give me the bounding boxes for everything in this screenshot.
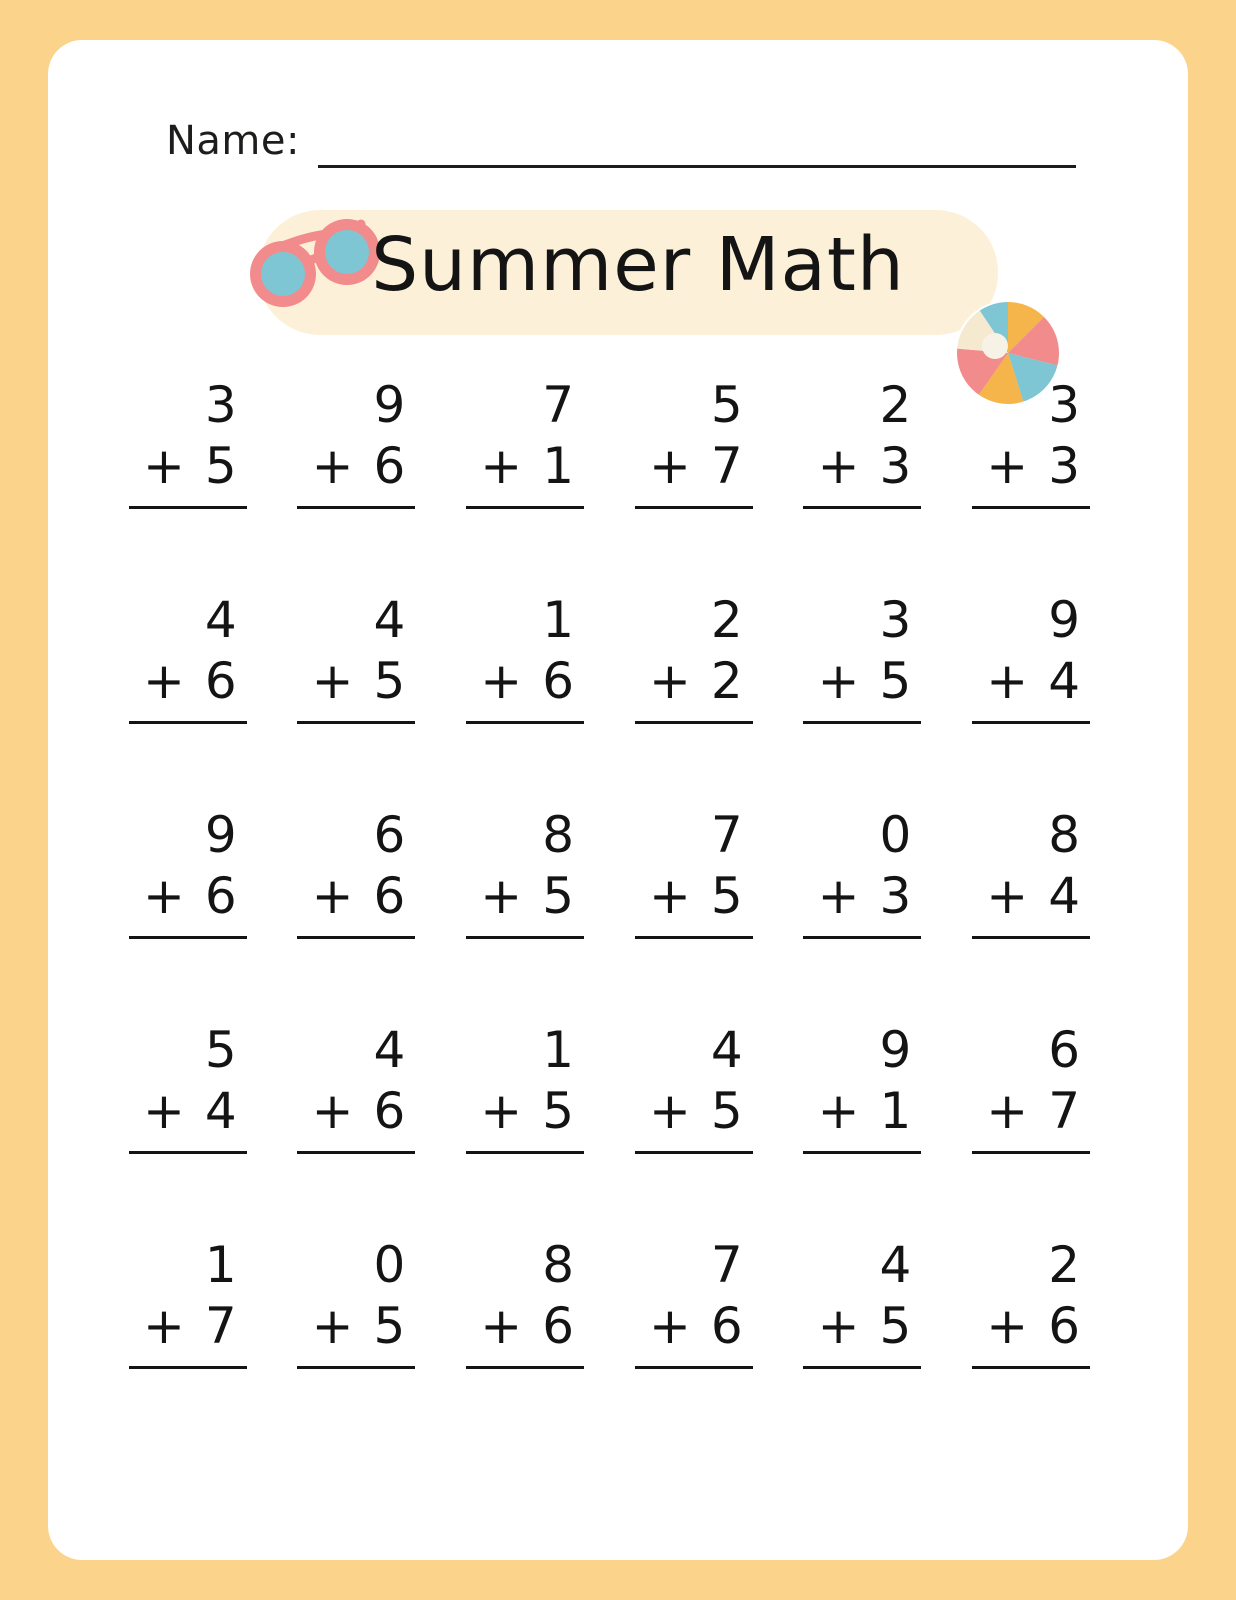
problem-operation-row <box>143 439 247 494</box>
problem-addend-bottom: 7 <box>1048 1082 1080 1140</box>
problem-operation-row <box>143 869 247 924</box>
problem-cell <box>281 1023 450 1238</box>
problem-operation-row <box>480 654 584 709</box>
problem-operation-row <box>818 1299 922 1354</box>
plus-icon: + <box>648 867 691 925</box>
problem-addend-top: 7 <box>710 1236 743 1294</box>
answer-line[interactable] <box>635 1366 753 1369</box>
problem-addend-top: 4 <box>373 591 406 649</box>
problem-cell <box>618 378 787 593</box>
problem-addend-bottom: 6 <box>204 867 237 925</box>
plus-icon: + <box>817 867 860 925</box>
problem-addend-top: 3 <box>1048 376 1080 434</box>
problem-addend-bottom: 6 <box>373 1082 406 1140</box>
problem-operation-row <box>649 439 753 494</box>
problem-cell <box>618 1238 787 1453</box>
problem-operation-row <box>480 1299 584 1354</box>
answer-line[interactable] <box>297 721 415 724</box>
answer-line[interactable] <box>803 721 921 724</box>
problem-cell <box>112 1238 281 1453</box>
problem-operation-row <box>480 439 584 494</box>
problem-cell <box>787 808 956 1023</box>
problem-addend-bottom: 6 <box>542 1297 574 1355</box>
problem-addend-bottom: 2 <box>710 652 743 710</box>
problem-addend-bottom: 5 <box>373 1297 406 1355</box>
problem-cell <box>449 1238 618 1453</box>
answer-line[interactable] <box>129 1366 247 1369</box>
plus-icon: + <box>817 1082 860 1140</box>
answer-line[interactable] <box>129 506 247 509</box>
problem-operation-row <box>649 654 753 709</box>
answer-line[interactable] <box>129 721 247 724</box>
problem-addend-top: 5 <box>204 1021 237 1079</box>
problem-cell <box>618 593 787 808</box>
plus-icon: + <box>142 652 185 710</box>
plus-icon: + <box>480 652 523 710</box>
problem-addend-top: 7 <box>542 376 574 434</box>
problem-cell <box>787 1238 956 1453</box>
problem-addend-bottom: 6 <box>373 437 406 495</box>
problem-addend-bottom: 5 <box>542 1082 574 1140</box>
problem-addend-top: 4 <box>879 1236 912 1294</box>
problem-addend-bottom: 7 <box>710 437 743 495</box>
plus-icon: + <box>142 1297 185 1355</box>
problem-cell <box>955 1238 1124 1453</box>
plus-icon: + <box>142 867 185 925</box>
answer-line[interactable] <box>297 936 415 939</box>
answer-line[interactable] <box>972 1151 1090 1154</box>
problem-addend-bottom: 4 <box>204 1082 237 1140</box>
plus-icon: + <box>986 1297 1029 1355</box>
name-field-row <box>166 98 1076 168</box>
problem-addend-top: 1 <box>204 1236 237 1294</box>
plus-icon: + <box>986 1082 1029 1140</box>
problem-addend-bottom: 4 <box>1048 652 1080 710</box>
problem-addend-top: 9 <box>204 806 237 864</box>
worksheet-page <box>48 40 1188 1560</box>
problem-operation-row <box>312 869 416 924</box>
answer-line[interactable] <box>635 1151 753 1154</box>
answer-line[interactable] <box>297 506 415 509</box>
problem-addend-top: 3 <box>204 376 237 434</box>
plus-icon: + <box>311 867 354 925</box>
problem-cell <box>112 593 281 808</box>
problem-addend-top: 2 <box>1048 1236 1080 1294</box>
answer-line[interactable] <box>129 936 247 939</box>
problem-addend-bottom: 1 <box>879 1082 912 1140</box>
plus-icon: + <box>986 437 1029 495</box>
problem-cell <box>955 593 1124 808</box>
problem-addend-bottom: 6 <box>1048 1297 1080 1355</box>
problem-addend-bottom: 5 <box>879 652 912 710</box>
problem-operation-row <box>818 869 922 924</box>
problem-cell <box>449 808 618 1023</box>
answer-line[interactable] <box>635 506 753 509</box>
plus-icon: + <box>817 437 860 495</box>
plus-icon: + <box>311 652 354 710</box>
answer-line[interactable] <box>803 936 921 939</box>
plus-icon: + <box>142 437 185 495</box>
problem-addend-bottom: 3 <box>1048 437 1080 495</box>
problem-addend-bottom: 5 <box>373 652 406 710</box>
problem-addend-top: 8 <box>542 1236 574 1294</box>
problem-addend-bottom: 6 <box>373 867 406 925</box>
problem-cell <box>281 378 450 593</box>
problem-operation-row <box>649 1299 753 1354</box>
problem-operation-row <box>649 1084 753 1139</box>
problem-operation-row <box>986 654 1090 709</box>
problem-addend-top: 0 <box>879 806 912 864</box>
problem-addend-bottom: 5 <box>879 1297 912 1355</box>
problem-addend-top: 2 <box>710 591 743 649</box>
problem-addend-top: 4 <box>373 1021 406 1079</box>
problem-operation-row <box>480 1084 584 1139</box>
plus-icon: + <box>648 652 691 710</box>
problem-operation-row <box>312 1299 416 1354</box>
problem-cell <box>449 1023 618 1238</box>
problem-cell <box>112 808 281 1023</box>
answer-line[interactable] <box>972 1366 1090 1369</box>
problem-operation-row <box>143 654 247 709</box>
plus-icon: + <box>480 867 523 925</box>
plus-icon: + <box>480 1082 523 1140</box>
name-write-line[interactable] <box>318 120 1076 168</box>
answer-line[interactable] <box>129 1151 247 1154</box>
problem-addend-top: 4 <box>710 1021 743 1079</box>
plus-icon: + <box>311 437 354 495</box>
problem-operation-row <box>986 1299 1090 1354</box>
plus-icon: + <box>648 437 691 495</box>
problem-operation-row <box>818 1084 922 1139</box>
answer-line[interactable] <box>803 1366 921 1369</box>
problem-addend-top: 9 <box>1048 591 1080 649</box>
problem-cell <box>281 593 450 808</box>
plus-icon: + <box>817 1297 860 1355</box>
problem-addend-top: 0 <box>373 1236 406 1294</box>
answer-line[interactable] <box>972 936 1090 939</box>
problem-addend-top: 1 <box>542 591 574 649</box>
problem-cell <box>955 378 1124 593</box>
problem-operation-row <box>312 654 416 709</box>
problem-addend-top: 9 <box>879 1021 912 1079</box>
answer-line[interactable] <box>466 1366 584 1369</box>
answer-line[interactable] <box>803 1151 921 1154</box>
problem-addend-bottom: 5 <box>710 1082 743 1140</box>
problem-operation-row <box>143 1299 247 1354</box>
answer-line[interactable] <box>297 1151 415 1154</box>
plus-icon: + <box>480 1297 523 1355</box>
problem-operation-row <box>986 869 1090 924</box>
problem-addend-top: 8 <box>542 806 574 864</box>
answer-line[interactable] <box>803 506 921 509</box>
problem-addend-bottom: 6 <box>204 652 237 710</box>
problem-addend-bottom: 6 <box>542 652 574 710</box>
problem-addend-top: 2 <box>879 376 912 434</box>
problem-addend-top: 8 <box>1048 806 1080 864</box>
page-title: Summer Math <box>371 222 905 308</box>
answer-line[interactable] <box>466 721 584 724</box>
plus-icon: + <box>648 1082 691 1140</box>
problem-addend-top: 6 <box>373 806 406 864</box>
problem-cell <box>955 808 1124 1023</box>
problem-addend-top: 3 <box>879 591 912 649</box>
plus-icon: + <box>986 867 1029 925</box>
problem-addend-bottom: 5 <box>204 437 237 495</box>
problem-addend-bottom: 3 <box>879 437 912 495</box>
problem-operation-row <box>649 869 753 924</box>
problem-operation-row <box>818 439 922 494</box>
plus-icon: + <box>480 437 523 495</box>
problem-operation-row <box>818 654 922 709</box>
problem-addend-bottom: 5 <box>710 867 743 925</box>
plus-icon: + <box>311 1297 354 1355</box>
problem-operation-row <box>986 439 1090 494</box>
problem-cell <box>281 1238 450 1453</box>
answer-line[interactable] <box>972 506 1090 509</box>
problem-operation-row <box>480 869 584 924</box>
problem-operation-row <box>986 1084 1090 1139</box>
problem-cell <box>281 808 450 1023</box>
answer-line[interactable] <box>635 936 753 939</box>
answer-line[interactable] <box>466 1151 584 1154</box>
plus-icon: + <box>142 1082 185 1140</box>
problem-grid <box>112 378 1124 1453</box>
name-label: Name: <box>166 118 300 164</box>
problem-operation-row <box>312 1084 416 1139</box>
answer-line[interactable] <box>466 506 584 509</box>
problem-cell <box>618 808 787 1023</box>
problem-cell <box>787 378 956 593</box>
answer-line[interactable] <box>972 721 1090 724</box>
problem-cell <box>787 1023 956 1238</box>
plus-icon: + <box>986 652 1029 710</box>
problem-addend-top: 4 <box>204 591 237 649</box>
problem-cell <box>787 593 956 808</box>
problem-addend-top: 7 <box>710 806 743 864</box>
problem-addend-top: 9 <box>373 376 406 434</box>
problem-addend-bottom: 1 <box>542 437 574 495</box>
problem-cell <box>449 593 618 808</box>
plus-icon: + <box>817 652 860 710</box>
problem-cell <box>955 1023 1124 1238</box>
problem-cell <box>112 378 281 593</box>
problem-addend-bottom: 4 <box>1048 867 1080 925</box>
problem-cell <box>449 378 618 593</box>
problem-addend-bottom: 7 <box>204 1297 237 1355</box>
problem-cell <box>112 1023 281 1238</box>
plus-icon: + <box>311 1082 354 1140</box>
problem-cell <box>618 1023 787 1238</box>
problem-addend-bottom: 3 <box>879 867 912 925</box>
plus-icon: + <box>648 1297 691 1355</box>
problem-addend-top: 1 <box>542 1021 574 1079</box>
answer-line[interactable] <box>635 721 753 724</box>
problem-addend-bottom: 5 <box>542 867 574 925</box>
answer-line[interactable] <box>466 936 584 939</box>
problem-operation-row <box>312 439 416 494</box>
problem-addend-top: 5 <box>710 376 743 434</box>
problem-addend-top: 6 <box>1048 1021 1080 1079</box>
problem-operation-row <box>143 1084 247 1139</box>
problem-addend-bottom: 6 <box>710 1297 743 1355</box>
answer-line[interactable] <box>297 1366 415 1369</box>
